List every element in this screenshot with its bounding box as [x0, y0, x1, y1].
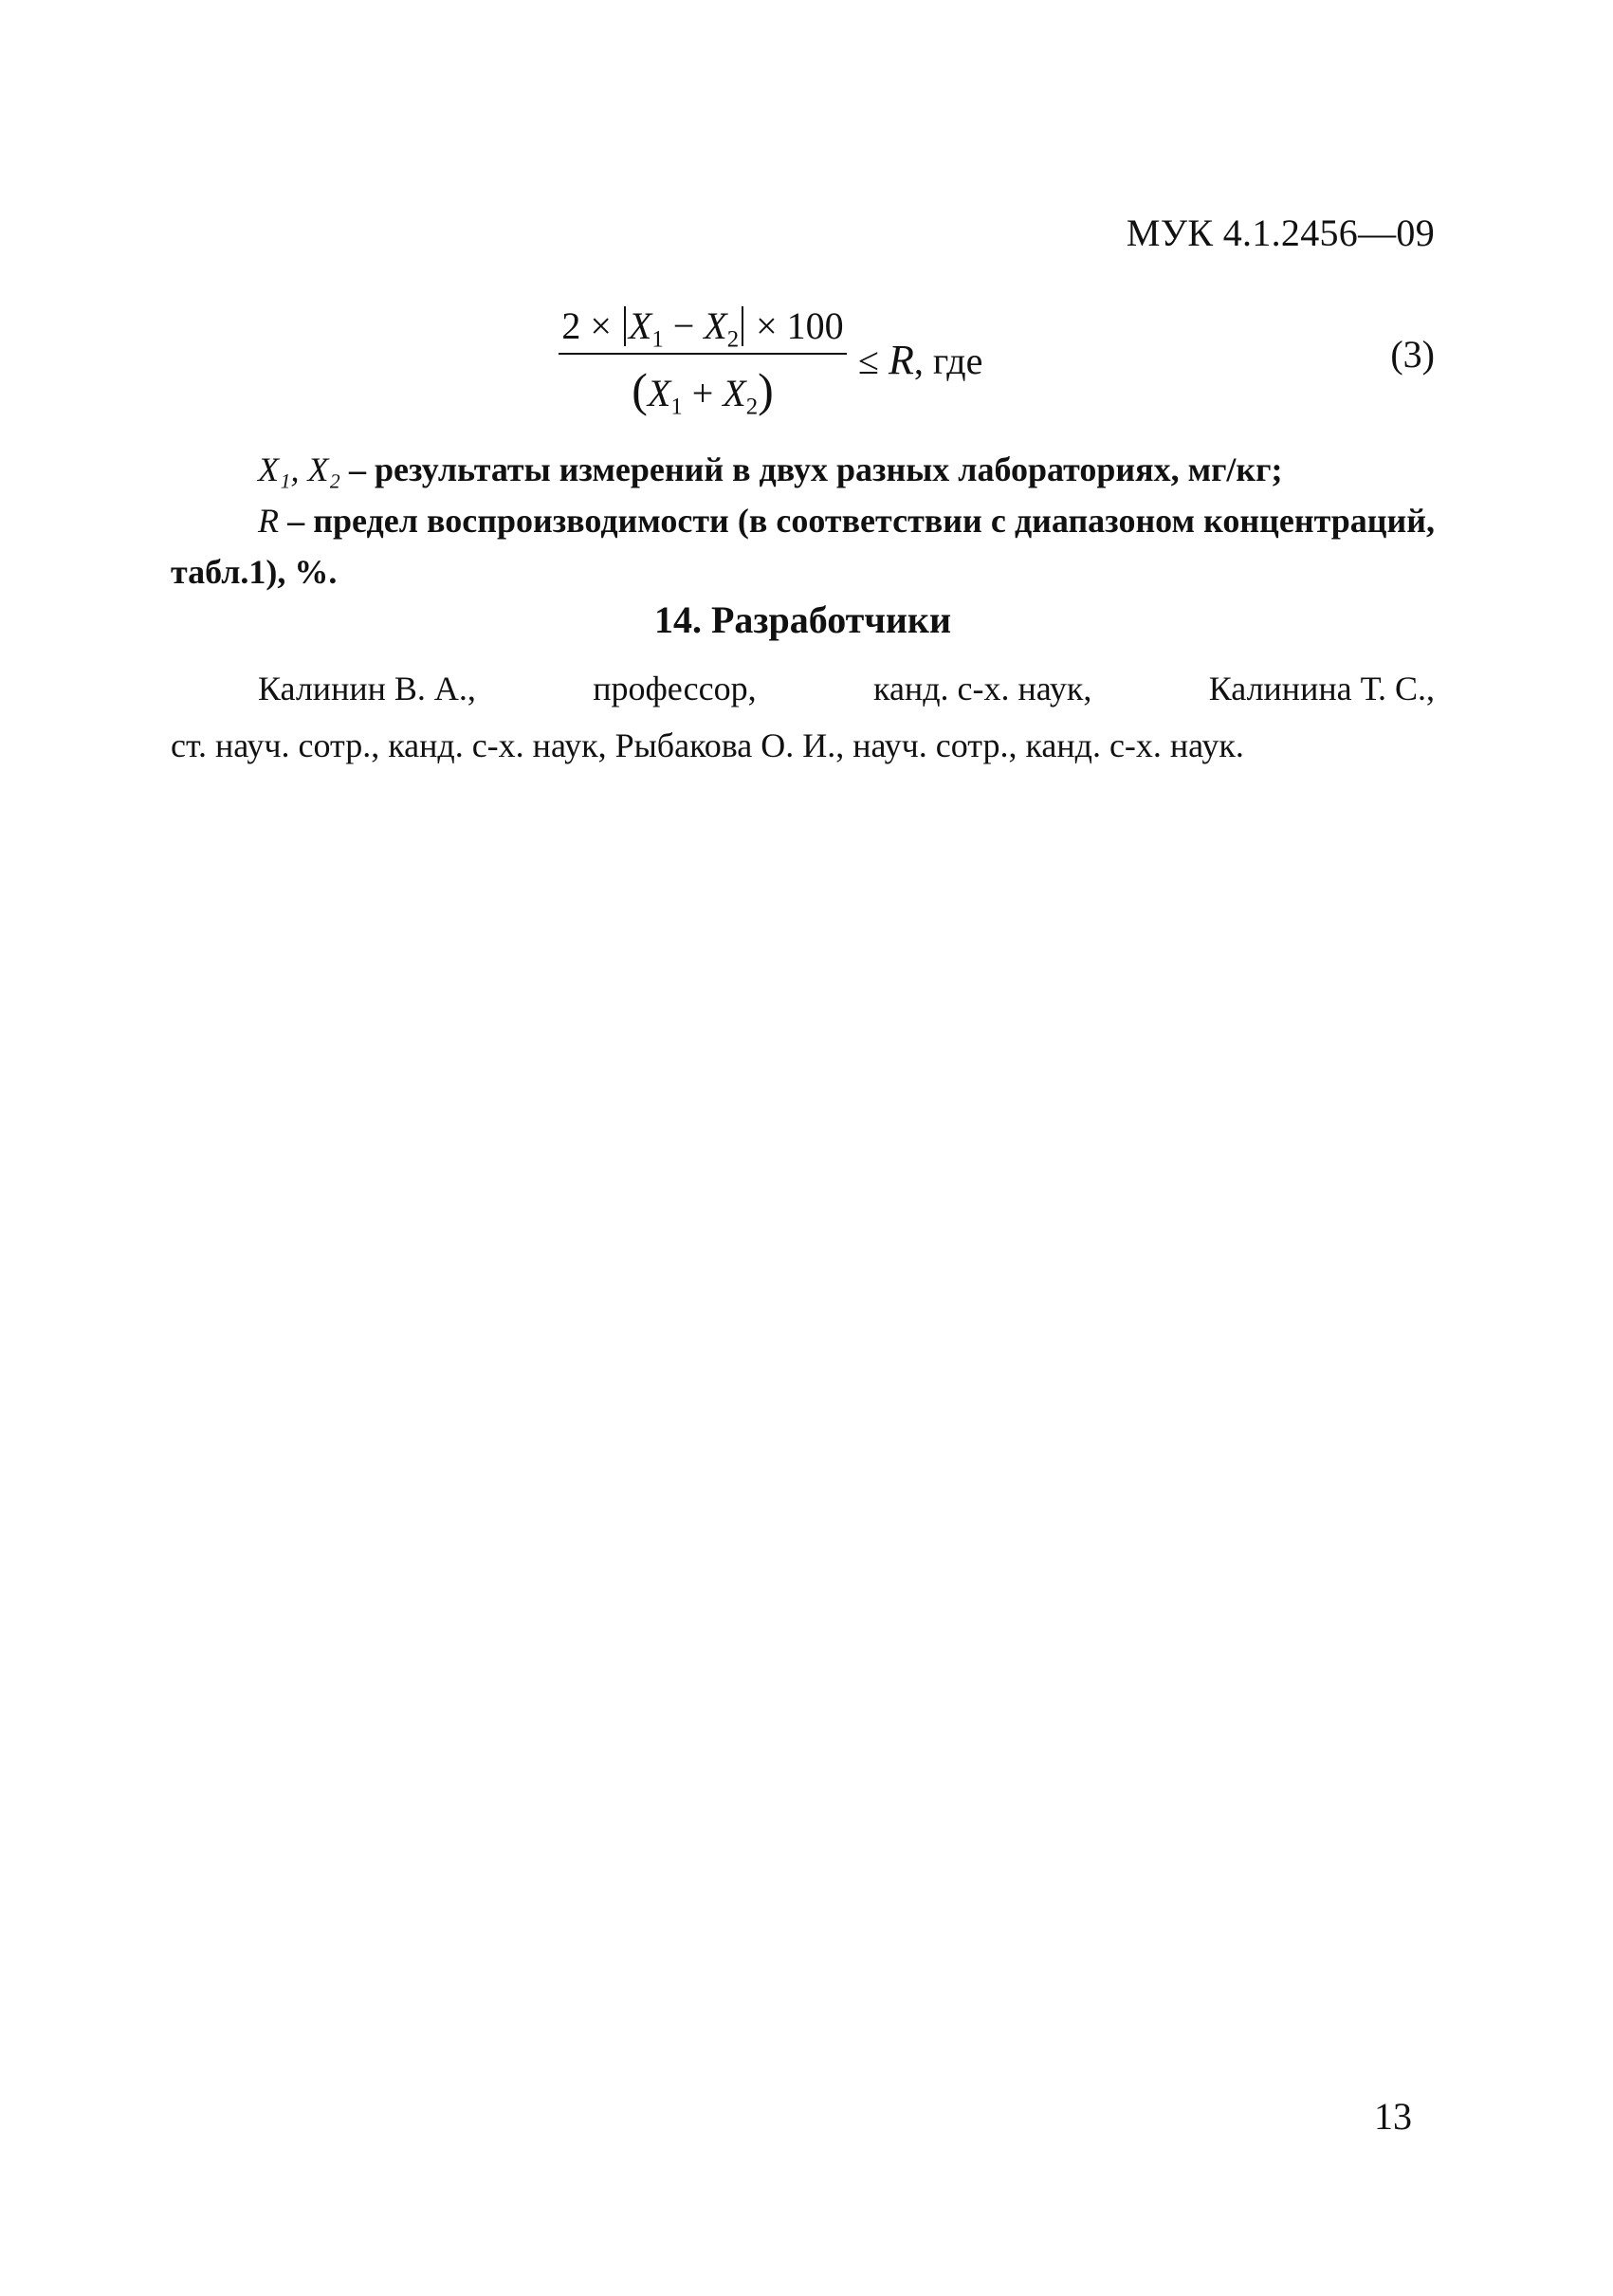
formula-numerator: $2 \times X_1 - X_2 \times 100$ — [561, 304, 844, 353]
formula-fraction — [555, 302, 851, 425]
abs-bar-right — [742, 306, 743, 346]
developers-line-1: Калинин В. А., профессор, канд. с-х. наук, Калинина Т. С., — [258, 670, 1435, 707]
developers-line-2: ст. науч. сотр., канд. с-х. наук, Рыбакова О. И., науч. сотр., канд. с-х. наук. — [171, 726, 1244, 764]
fraction-line — [559, 353, 847, 355]
page-number: 13 — [1374, 2095, 1412, 2138]
section-title: 14. Разработчики — [653, 598, 952, 641]
document-code: МУК 4.1.2456—09 — [1126, 211, 1435, 254]
definition-r: R – предел воспроизводимости (в соответствии с диапазоном концентраций, табл.1), %. — [171, 502, 1435, 591]
formula-denominator: $(X_1 + X_2)$ — [632, 363, 774, 420]
developers-paragraph — [171, 660, 1435, 774]
equation-number: (3) — [1390, 333, 1435, 376]
abs-bar-left — [624, 306, 626, 346]
formula-3 — [171, 302, 1435, 425]
formula-rhs: ≤ R, где — [858, 337, 983, 383]
definition-x: X₁, X₂ – результаты измерений в двух разных лабораториях, мг/кг; — [258, 450, 1283, 488]
